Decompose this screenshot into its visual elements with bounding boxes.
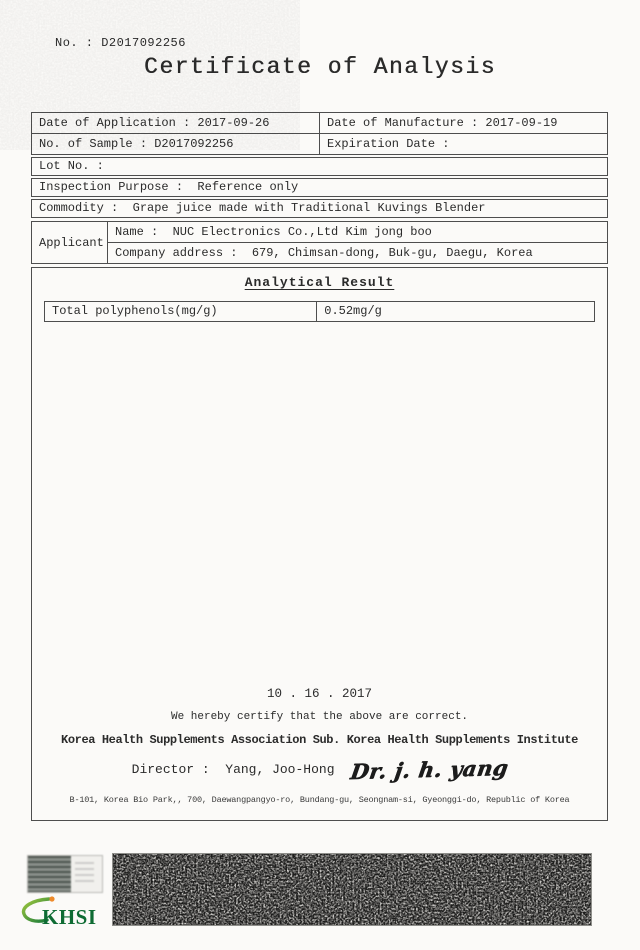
khsi-logo (16, 891, 112, 937)
issuing-organization: Korea Health Supplements Association Sub. Korea Health Supplements Institute (61, 733, 578, 747)
institute-address: B-101, Korea Bio Park,, 700, Daewangpangyo-ro, Bundang-gu, Seongnam-si, Gyeonggi-do, Republic of Korea (69, 795, 570, 805)
table-row (32, 243, 608, 264)
document-number: No. : D2017092256 (55, 36, 186, 50)
info-table-dates (31, 112, 608, 155)
inspection-purpose-row: Inspection Purpose : Reference only (31, 178, 608, 197)
document-title: Certificate of Analysis (144, 54, 496, 80)
director-signature-row (32, 754, 607, 784)
table-row (45, 302, 595, 322)
certification-date: 10 . 16 . 2017 (266, 687, 373, 701)
table-row (32, 134, 608, 155)
table-row (32, 113, 608, 134)
result-item-cell: Total polyphenols(mg/g) (45, 302, 317, 322)
noise-texture (113, 854, 591, 925)
logo-text: KHSI (42, 905, 97, 929)
expiration-date-cell: Expiration Date : (320, 134, 608, 155)
applicant-address-cell: Company address : 679, Chimsan-dong, Buk-gu, Daegu, Korea (108, 243, 608, 264)
lot-no-row: Lot No. : (31, 157, 608, 176)
director-name: Director : Yang, Joo-Hong (131, 761, 335, 777)
applicant-table (31, 221, 608, 264)
logo-dot (49, 896, 54, 901)
certificate-body (31, 112, 608, 821)
analytical-result-heading: Analytical Result (244, 275, 395, 290)
director-signature: Dr. j. h. yang (348, 754, 510, 784)
analytical-result-section (31, 267, 608, 821)
table-row (32, 222, 608, 243)
sample-no-cell: No. of Sample : D2017092256 (32, 134, 320, 155)
certification-statement: We hereby certify that the above are correct. (170, 711, 469, 723)
result-table (44, 301, 595, 322)
date-of-application-cell: Date of Application : 2017-09-26 (32, 113, 320, 134)
noise-grain (113, 854, 591, 925)
scan-noise-band (112, 853, 592, 926)
applicant-label-cell: Applicant (32, 222, 108, 264)
result-value-cell: 0.52mg/g (317, 302, 595, 322)
date-of-manufacture-cell: Date of Manufacture : 2017-09-19 (320, 113, 608, 134)
applicant-name-cell: Name : NUC Electronics Co.,Ltd Kim jong boo (108, 222, 608, 243)
commodity-row: Commodity : Grape juice made with Traditional Kuvings Blender (31, 199, 608, 218)
blurred-stamp-image (27, 855, 103, 893)
blank-space (32, 322, 607, 687)
